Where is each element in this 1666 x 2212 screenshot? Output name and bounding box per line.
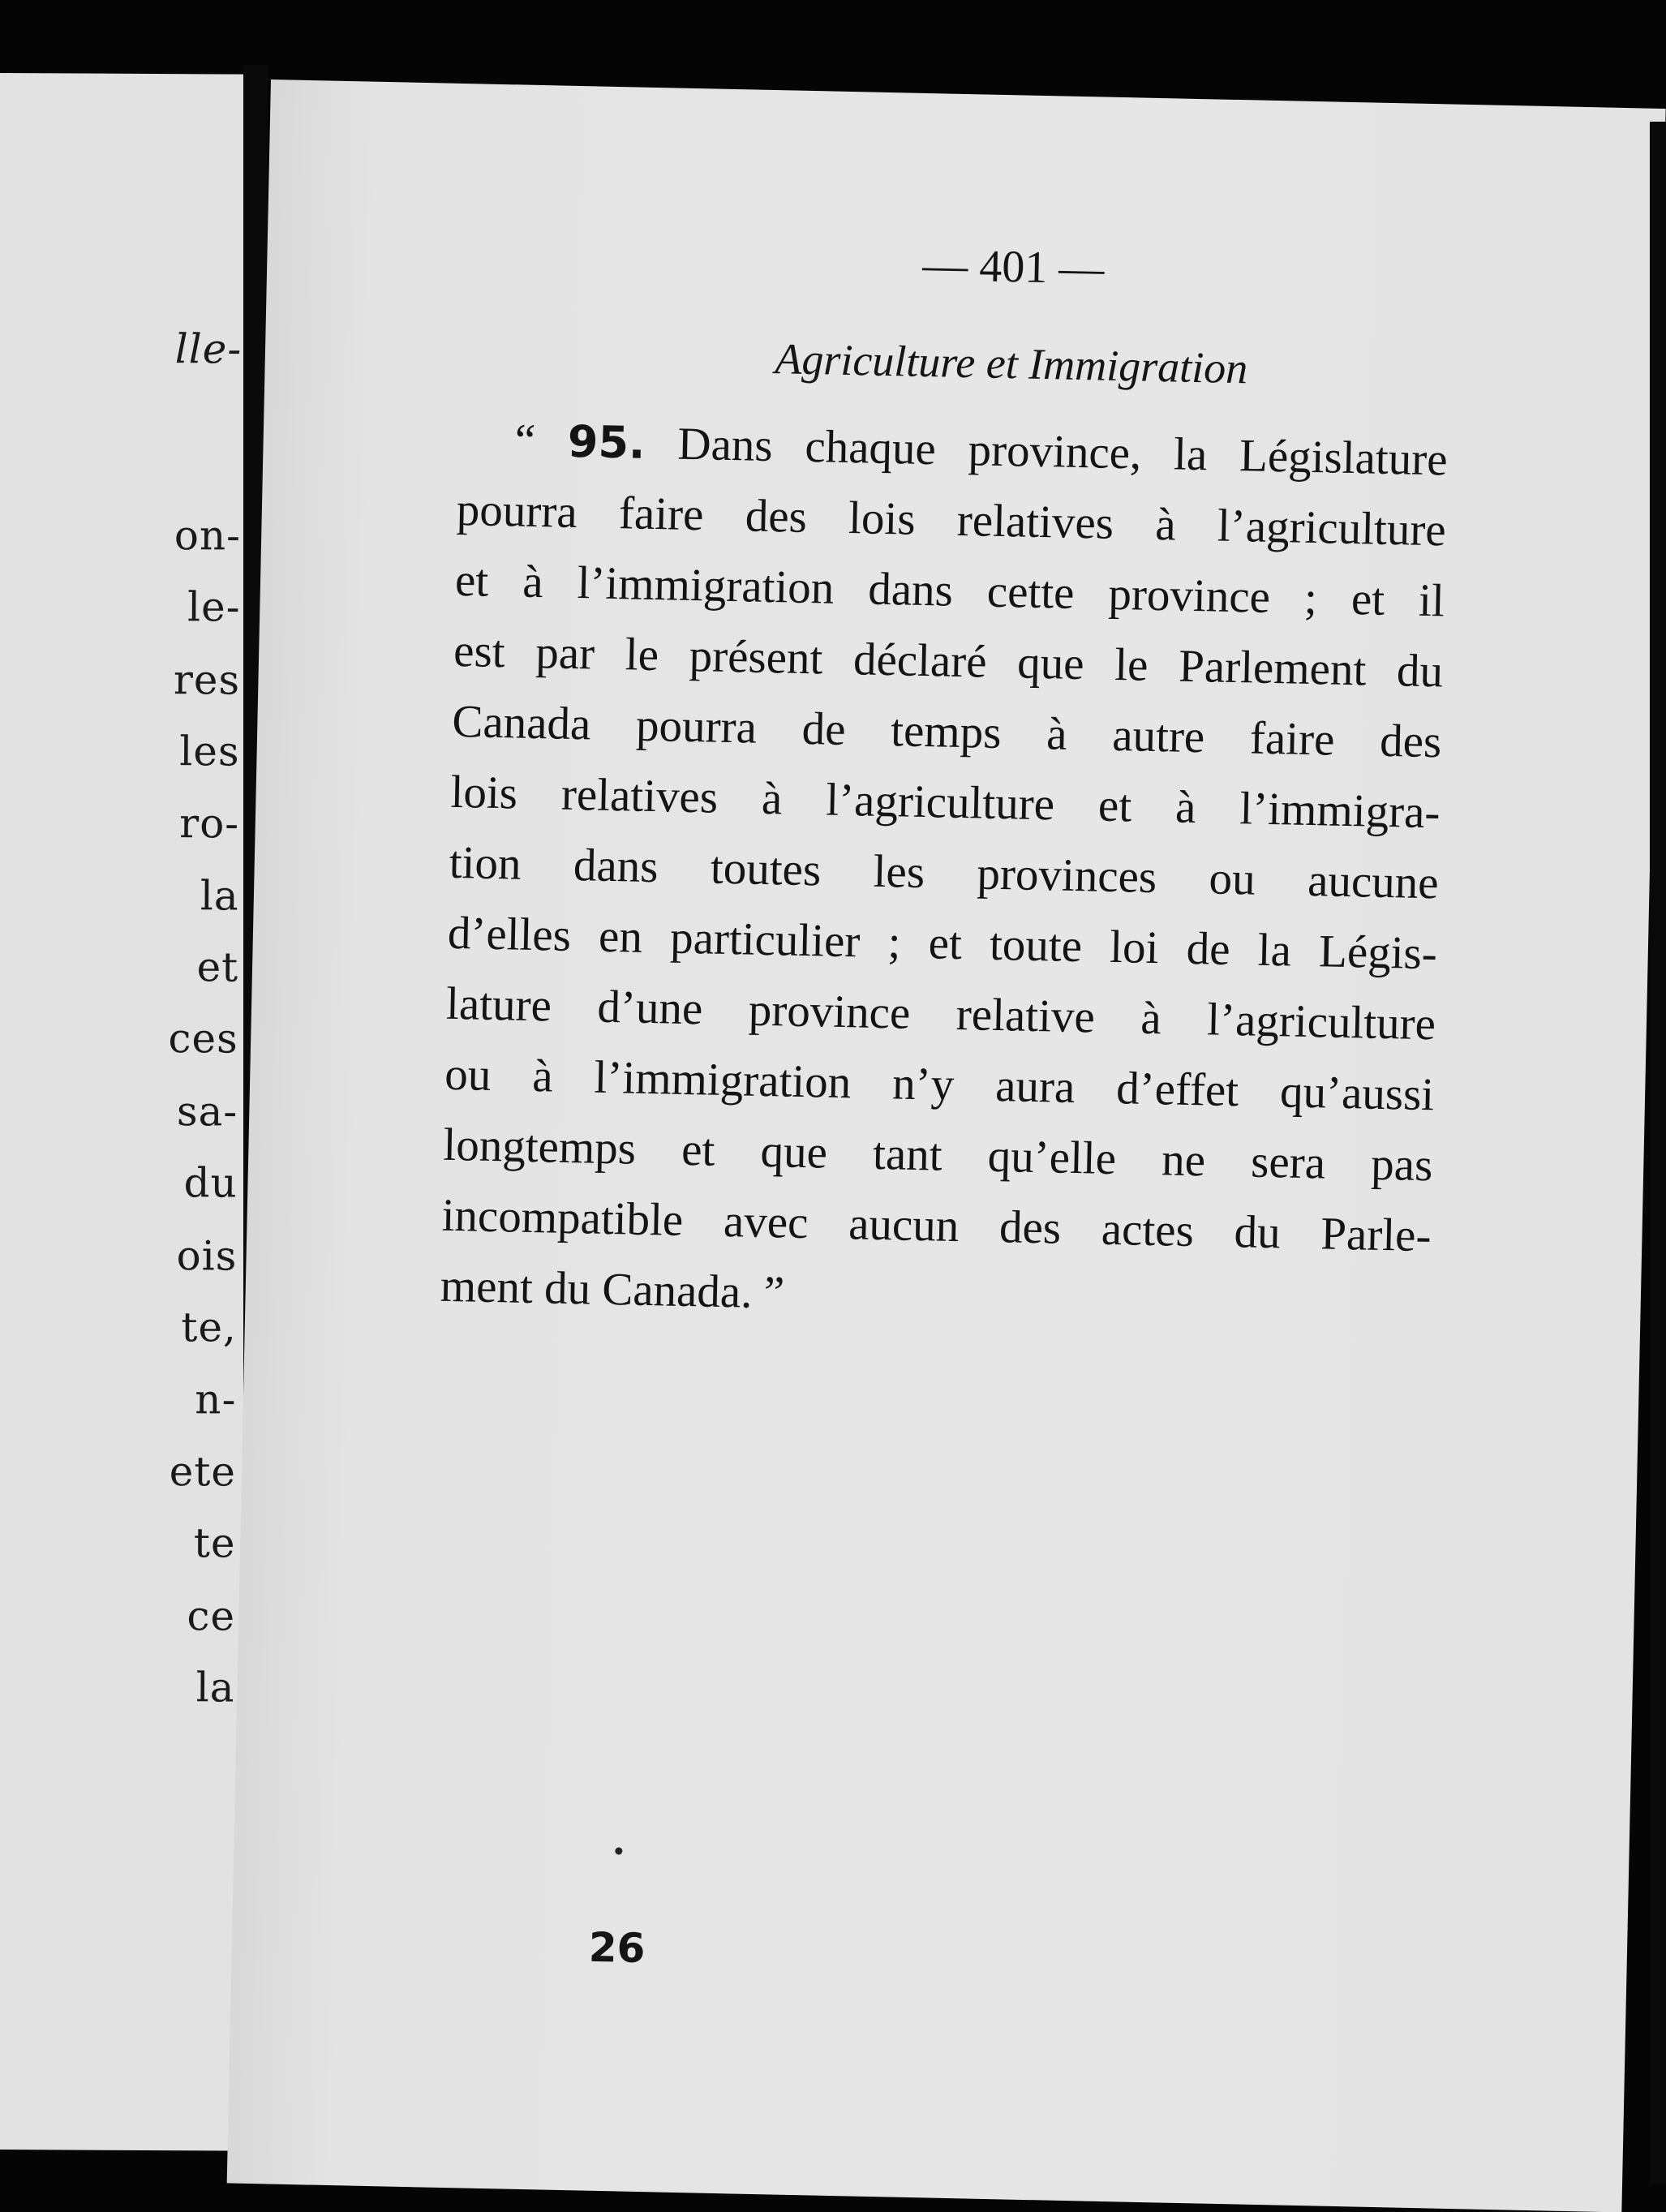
text-line-8: d’elles en particulier ; et toute loi de la Légis- <box>447 907 1438 980</box>
text-line-4: est par le présent déclaré que le Parlement du <box>453 625 1444 698</box>
left-fragment: on- <box>174 512 242 560</box>
left-fragment: du <box>183 1159 238 1207</box>
page-number: — 401 — <box>921 239 1105 294</box>
left-fragment: te, <box>181 1304 238 1351</box>
open-quote: “ <box>514 414 536 466</box>
text-line-10: ou à l’immigration n’y aura d’effet qu’aussi <box>444 1048 1435 1121</box>
text-line-6: lois relatives à l’agriculture et à l’immigra- <box>449 766 1441 839</box>
left-fragment: te <box>193 1519 236 1567</box>
left-fragment: la <box>195 1664 235 1712</box>
right-edge-shadow <box>1650 122 1666 2184</box>
left-fragment: ete <box>169 1448 237 1496</box>
left-fragment: les <box>179 728 240 775</box>
left-fragment: n- <box>195 1376 237 1424</box>
section-number: 95. <box>567 415 646 469</box>
section-text <box>440 404 1448 1342</box>
left-fragment: sa- <box>176 1088 238 1136</box>
right-page <box>227 79 1666 2212</box>
text-line-2: pourra faire des lois relatives à l’agriculture <box>456 483 1447 556</box>
text-line-5: Canada pourra de temps à autre faire des <box>451 695 1442 768</box>
left-fragment: res <box>173 656 241 704</box>
left-fragment: ois <box>176 1232 238 1280</box>
running-head: Agriculture et Immigration <box>774 334 1248 393</box>
left-fragment: le- <box>187 583 241 631</box>
text-line-13: ment du Canada. ” <box>440 1260 785 1319</box>
text-line-12: incompatible avec aucun des actes du Parle- <box>441 1189 1432 1262</box>
text-line-11: longtemps et que tant qu’elle ne sera pas <box>442 1119 1433 1192</box>
left-fragment: ro- <box>179 800 240 848</box>
left-fragment: ces <box>168 1015 238 1063</box>
text-line-3: et à l’immigration dans cette province ; et il <box>454 554 1445 627</box>
left-fragment: lle- <box>174 325 243 373</box>
left-fragment: la <box>200 872 239 920</box>
text-line-7: tion dans toutes les provinces ou aucune <box>449 836 1440 909</box>
signature-mark: 26 <box>588 1923 646 1973</box>
left-fragment: et <box>196 943 239 991</box>
left-page <box>0 73 258 2151</box>
text-line-9: lature d’une province relative à l’agriculture <box>445 977 1436 1050</box>
speck <box>615 1847 622 1854</box>
line-text-1: Dans chaque province, la Législature <box>676 418 1449 486</box>
left-fragment: ce <box>187 1592 236 1640</box>
left-page-fragments <box>0 73 258 1712</box>
